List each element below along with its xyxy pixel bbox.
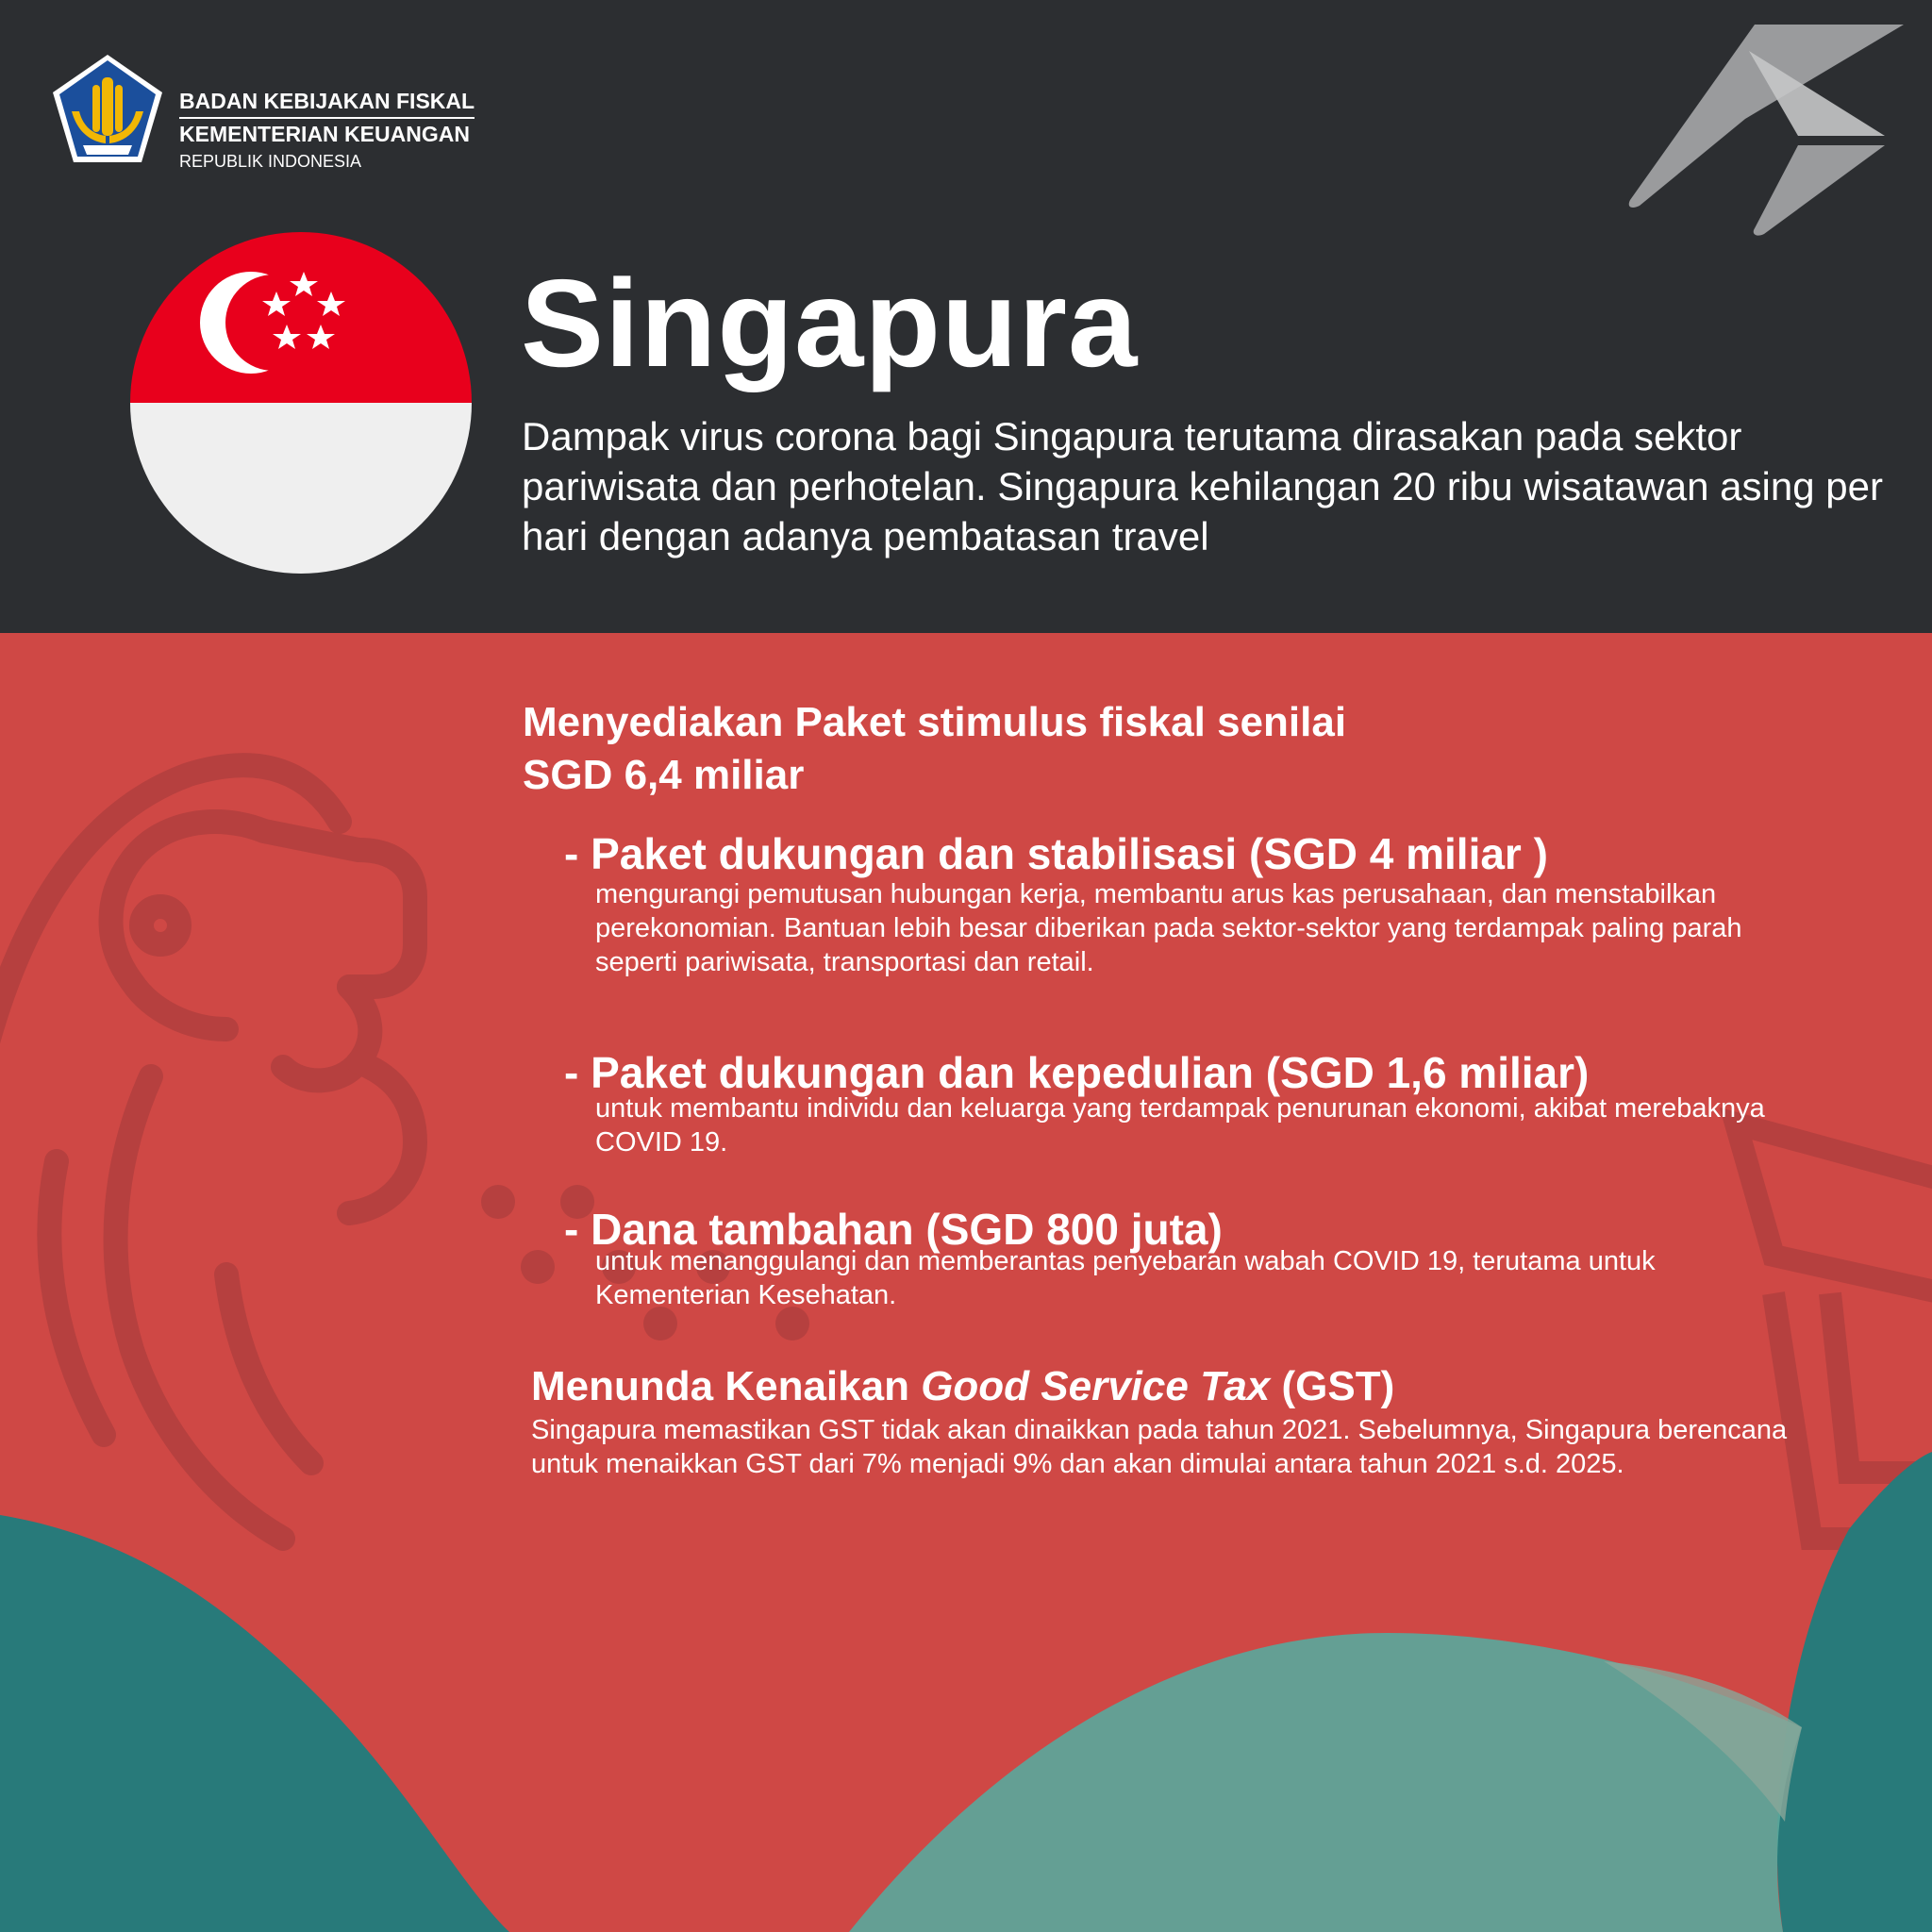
stimulus-item-title: - Paket dukungan dan stabilisasi (SGD 4 miliar ) bbox=[564, 829, 1548, 878]
gst-heading-italic: Good Service Tax bbox=[921, 1363, 1271, 1409]
stimulus-item-desc: untuk membantu individu dan keluarga yang terdampak penurunan ekonomi, akibat merebaknya COVID 19. bbox=[595, 1093, 1765, 1158]
stimulus-item-title: - Dana tambahan (SGD 800 juta) bbox=[564, 1205, 1223, 1254]
stimulus-heading-line-2: SGD 6,4 miliar bbox=[523, 752, 805, 798]
org-line-2: KEMENTERIAN KEUANGAN bbox=[179, 122, 470, 146]
org-line-1: BADAN KEBIJAKAN FISKAL bbox=[179, 87, 475, 119]
org-line-3: REPUBLIK INDONESIA bbox=[179, 152, 362, 171]
stimulus-heading-line-1: Menyediakan Paket stimulus fiskal senilai bbox=[523, 699, 1347, 745]
stimulus-heading bbox=[523, 696, 1749, 802]
stimulus-item-title: - Paket dukungan dan kepedulian (SGD 1,6 miliar) bbox=[564, 1048, 1590, 1097]
stimulus-item-desc: mengurangi pemutusan hubungan kerja, membantu arus kas perusahaan, dan menstabilkan perekonomian. Bantuan lebih besar diberikan pada sektor-sektor yang terdampak paling parah seperti pariwisata, transportasi dan retail. bbox=[595, 879, 1742, 977]
gst-heading-suffix: (GST) bbox=[1270, 1363, 1395, 1409]
country-title: Singapura bbox=[521, 254, 1139, 392]
gst-heading bbox=[531, 1360, 1394, 1413]
country-intro: Dampak virus corona bagi Singapura terutama dirasakan pada sektor pariwisata dan perhotelan. Singapura kehilangan 20 ribu wisatawan asing per hari dengan adanya pembatasan travel bbox=[522, 414, 1883, 558]
stimulus-item-desc: untuk menanggulangi dan memberantas penyebaran wabah COVID 19, terutama untuk Kementerian Kesehatan. bbox=[595, 1246, 1656, 1310]
gst-desc: Singapura memastikan GST tidak akan dinaikkan pada tahun 2021. Sebelumnya, Singapura berencana untuk menaikkan GST dari 7% menjadi 9% dan akan dimulai antara tahun 2021 s.d. 2025. bbox=[531, 1415, 1788, 1479]
gst-heading-prefix: Menunda Kenaikan bbox=[531, 1363, 922, 1409]
